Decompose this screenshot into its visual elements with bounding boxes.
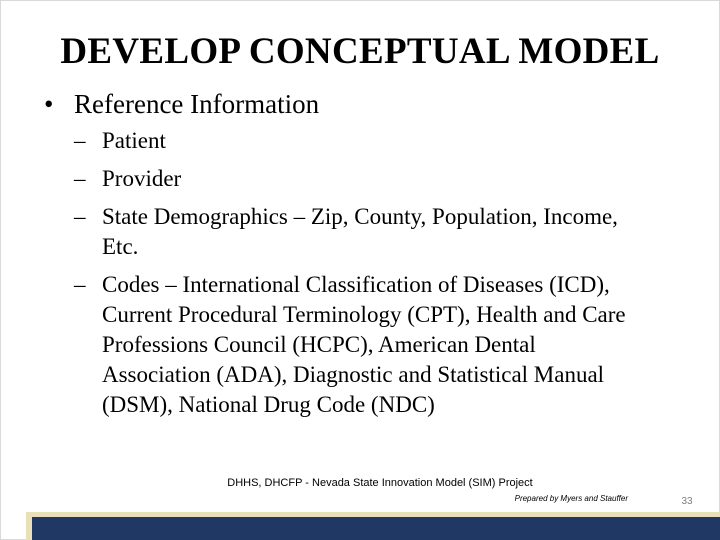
dash-marker: – bbox=[74, 166, 86, 191]
footer-navy-bar bbox=[32, 517, 720, 540]
content-list bbox=[44, 88, 684, 428]
bullet-marker: • bbox=[44, 89, 54, 119]
dash-marker: – bbox=[74, 204, 86, 229]
sub-item-text: Provider bbox=[102, 166, 182, 191]
page-number: 33 bbox=[681, 496, 693, 507]
sub-item-codes bbox=[74, 270, 684, 420]
sub-item-patient bbox=[74, 126, 684, 156]
dash-marker: – bbox=[74, 128, 86, 153]
dash-marker: – bbox=[74, 272, 86, 297]
sub-item-text: Patient bbox=[102, 128, 166, 153]
sub-item-text: Codes – International Classification of Diseases (ICD), Current Procedural Terminology (CPT), Health and Care Professions Council (HCPC), American Dental Association (ADA), Diagnostic and Statistical Manual (DSM), National Drug Code (NDC) bbox=[102, 272, 626, 417]
bullet-item bbox=[44, 88, 684, 120]
sub-item-text: State Demographics – Zip, County, Population, Income, Etc. bbox=[102, 204, 618, 259]
sub-item-demographics bbox=[74, 202, 684, 262]
footer-text: DHHS, DHCFP - Nevada State Innovation Model (SIM) Project bbox=[227, 477, 533, 489]
bullet-text: Reference Information bbox=[74, 89, 320, 119]
slide-title: DEVELOP CONCEPTUAL MODEL bbox=[60, 31, 660, 72]
sub-item-provider bbox=[74, 164, 684, 194]
credit-text: Prepared by Myers and Stauffer bbox=[514, 494, 628, 503]
